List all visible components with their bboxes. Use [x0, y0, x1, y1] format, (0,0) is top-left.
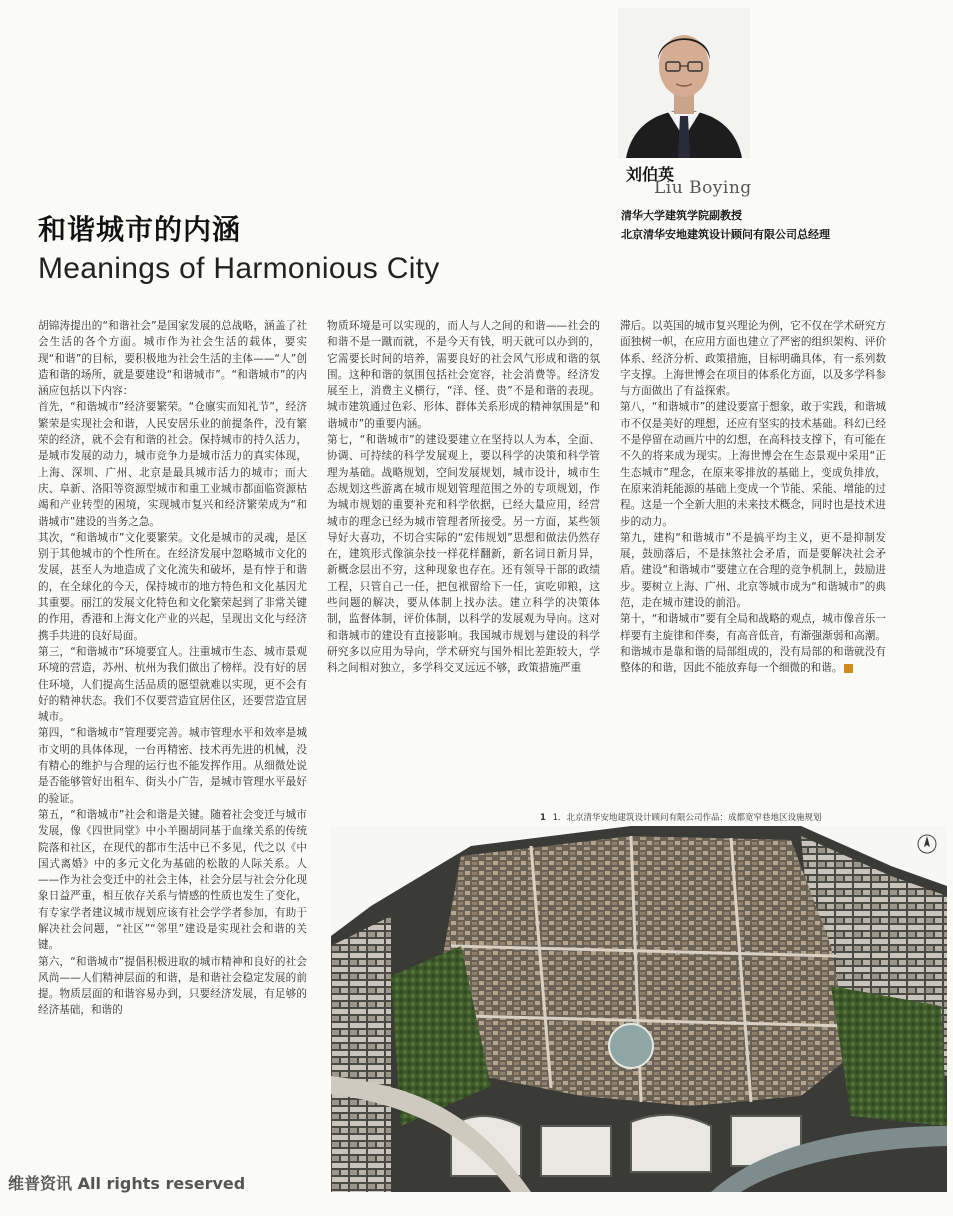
figure-caption — [540, 811, 822, 823]
author-affiliation-2: 北京清华安地建筑设计顾问有限公司总经理 — [621, 228, 830, 241]
paragraph: 第六，“和谐城市”提倡积极进取的城市精神和良好的社会风尚——人们精神层面的和谐，是和谐社会稳定发展的前提。物质层面的和谐容易办到，只要经济发展，有足够的经济基础，和谐的 — [38, 955, 307, 1017]
figure-number: 1 — [540, 813, 546, 823]
paragraph: 物质环境是可以实现的，而人与人之间的和谐——社会的和谐不是一蹴而就，不是今天有钱，明天就可以办到的，它需要长时间的培养，需要良好的社会风气形成和谐的氛围。这种和谐的氛围包括社会宽容，社会消费等。经济发展至上，消费主义横行，“洋、怪、贵”不是和谐的表现。城市建筑通过色彩、形体、群体关系形成的精神氛围是“和谐城市”的重要内涵。 — [327, 320, 600, 430]
article-title-en: Meanings of Harmonious City — [38, 252, 440, 285]
site-plan-drawing — [331, 826, 947, 1192]
site-plan-figure — [331, 826, 947, 1192]
paragraph: 第四，“和谐城市”管理要完善。城市管理水平和效率是城市文明的具体体现，一台再精密、技术再先进的机械，没有精心的维护与合理的运行也不能发挥作用。从细微处说是否能够管好出租车、街头小广告，是城市管理水平最好的验证。 — [38, 727, 307, 805]
paragraph: 滞后。以英国的城市复兴理论为例，它不仅在学术研究方面独树一帜，在应用方面也建立了严密的组织架构、评价体系、经济分析、政策措施，目标明确具体，有一系列数字支撑。上海世博会在项目的体系化方面，以及多学科参与方面做出了有益探索。 — [620, 320, 886, 398]
north-arrow-icon — [918, 835, 936, 853]
author-portrait-image — [618, 8, 750, 158]
body-column-1 — [38, 318, 307, 1019]
body-column-2 — [327, 318, 600, 677]
article-title-cn: 和谐城市的内涵 — [38, 213, 242, 246]
paragraph: 第三，“和谐城市”环境要宜人。注重城市生态、城市景观环境的营造，苏州、杭州为我们做出了榜样。没有好的居住环境，人们提高生活品质的愿望就难以实现，更不会有好的精神状态。我们不仅要营造宜居住区，还要营造宜居城市。 — [38, 645, 307, 724]
figure-caption-text: 1．北京清华安地建筑设计顾问有限公司作品：成都宽窄巷地区设施规划 — [552, 813, 822, 823]
paragraph: 第五，“和谐城市”社会和谐是关键。随着社会变迁与城市发展，像《四世同堂》中小羊圈胡同基于血缘关系的传统院落和社区，在现代的都市生活中已不多见，代之以《中国式离婚》中的多元文化为基础的松散的人际关系。人——作为社会变迁中的社会主体，社会分层与社会分化现象日益严重，相互依存关系与情感的性质也发生了变化，有专家学者建议城市规划应该有社会学学者参加，有助于解决社会问题，“社区”“邻里”建设是实现社会和谐的关键。 — [38, 808, 307, 952]
paragraph — [620, 611, 886, 676]
author-name-en: Liu Boying — [654, 178, 752, 198]
author-name-cn: 刘伯英 — [626, 165, 675, 184]
watermark: 维普资讯 All rights reserved — [8, 1174, 246, 1193]
author-portrait — [618, 8, 750, 158]
paragraph: 其次，“和谐城市”文化要繁荣。文化是城市的灵魂，是区别于其他城市的个性所在。在经济发展中忽略城市文化的发展，甚至人为地造成了文化流失和破坏，是有悖于和谐的，在全球化的今天，保持城市的地方特色和文化基因尤其重要。丽江的发展文化特色和文化繁荣起到了非常关键的作用，香港和上海文化产业的兴起，呈现出文化与经济携手共进的良好局面。 — [38, 531, 307, 642]
author-affiliation-1: 清华大学建筑学院副教授 — [621, 209, 742, 222]
paragraph-text: 第十，“和谐城市”要有全局和战略的观点，城市像音乐一样要有主旋律和伴奏，有高音低音，有渐强渐弱和高潮。和谐城市是靠和谐的局部组成的，没有局部的和谐就没有整体的和谐，因此不能放弃每一个细微的和谐。 — [620, 613, 886, 675]
paragraph: 第七，“和谐城市”的建设要建立在坚持以人为本，全面、协调、可持续的科学发展观上，要以科学的决策和科学管理为基础。战略规划，空间发展规划，城市设计，城市生态规划这些游离在城市规划管理范围之外的专项规划，作为城市规划的重要补充和科学依据，已经大量应用，经营城市的理念已经为城市管理者所接受。另一方面，某些领导好大喜功，不切合实际的“宏伟规划”思想和做法仍然存在，建筑形式像演杂技一样花样翻新，新名词日新月异，新概念层出不穷，这种现象也存在。还有领导干部的政绩工程，只管自己一任，把包袱留给下一任，寅吃卯粮，这些问题的解决，要从体制上找办法。建立科学的决策体制，监督体制，评价体制，以科学的发展观为导向。这对和谐城市的建设有直接影响。我国城市规划与建设的科学研究多以应用为导向，学术研究与国外相比差距较大，学科之间相对独立，多学科交叉远远不够，政策措施严重 — [327, 434, 600, 675]
body-column-3 — [620, 318, 886, 677]
paragraph: 首先，“和谐城市”经济要繁荣。“仓廪实而知礼节”，经济繁荣是实现社会和谐，人民安居乐业的前提条件，没有繁荣的经济，就不会有和谐的社会。保持城市的持久活力，是城市发展的动力，城市竞争力是城市活力的真实体现，上海、深圳、广州、北京是最具城市活力的城市；而大庆、阜新、洛阳等资源型城市和重工业城市都面临资源枯竭和产业转型的困境，实现城市复兴和经济繁荣成为“和谐城市”建设的当务之急。 — [38, 401, 307, 528]
paragraph: 第九，建构“和谐城市”不是搞平均主义，更不是抑制发展，鼓励落后，不是抹煞社会矛盾，而是要解决社会矛盾。建设“和谐城市”要建立在合理的竞争机制上，鼓励进步。要树立上海、广州、北京等城市成为“和谐城市”的典范，走在城市建设的前沿。 — [620, 531, 886, 610]
end-mark-icon — [844, 664, 853, 673]
paragraph: 第八，“和谐城市”的建设要富于想象，敢于实践，和谐城市不仅是美好的理想，还应有坚实的技术基础。科幻已经不是停留在动画片中的幻想，在高科技支撑下，有可能在不久的将来成为现实。上海世博会在生态景观中采用“正生态城市”理念，在原来零排放的基础上，变成负排放，在原来消耗能源的基础上变成一个节能、采能、增能的过程。这是一个全新大胆的未来技术概念，同时也是技术进步的动力。 — [620, 401, 886, 528]
paragraph: 胡锦涛提出的“和谐社会”是国家发展的总战略，涵盖了社会生活的各个方面。城市作为社会生活的载体，要实现“和谐”的目标，要积极地为社会生活的主体——“人”创造和谐的场所，就是要建设“和谐城市”。“和谐城市”的内涵应包括以下内容： — [38, 320, 307, 398]
